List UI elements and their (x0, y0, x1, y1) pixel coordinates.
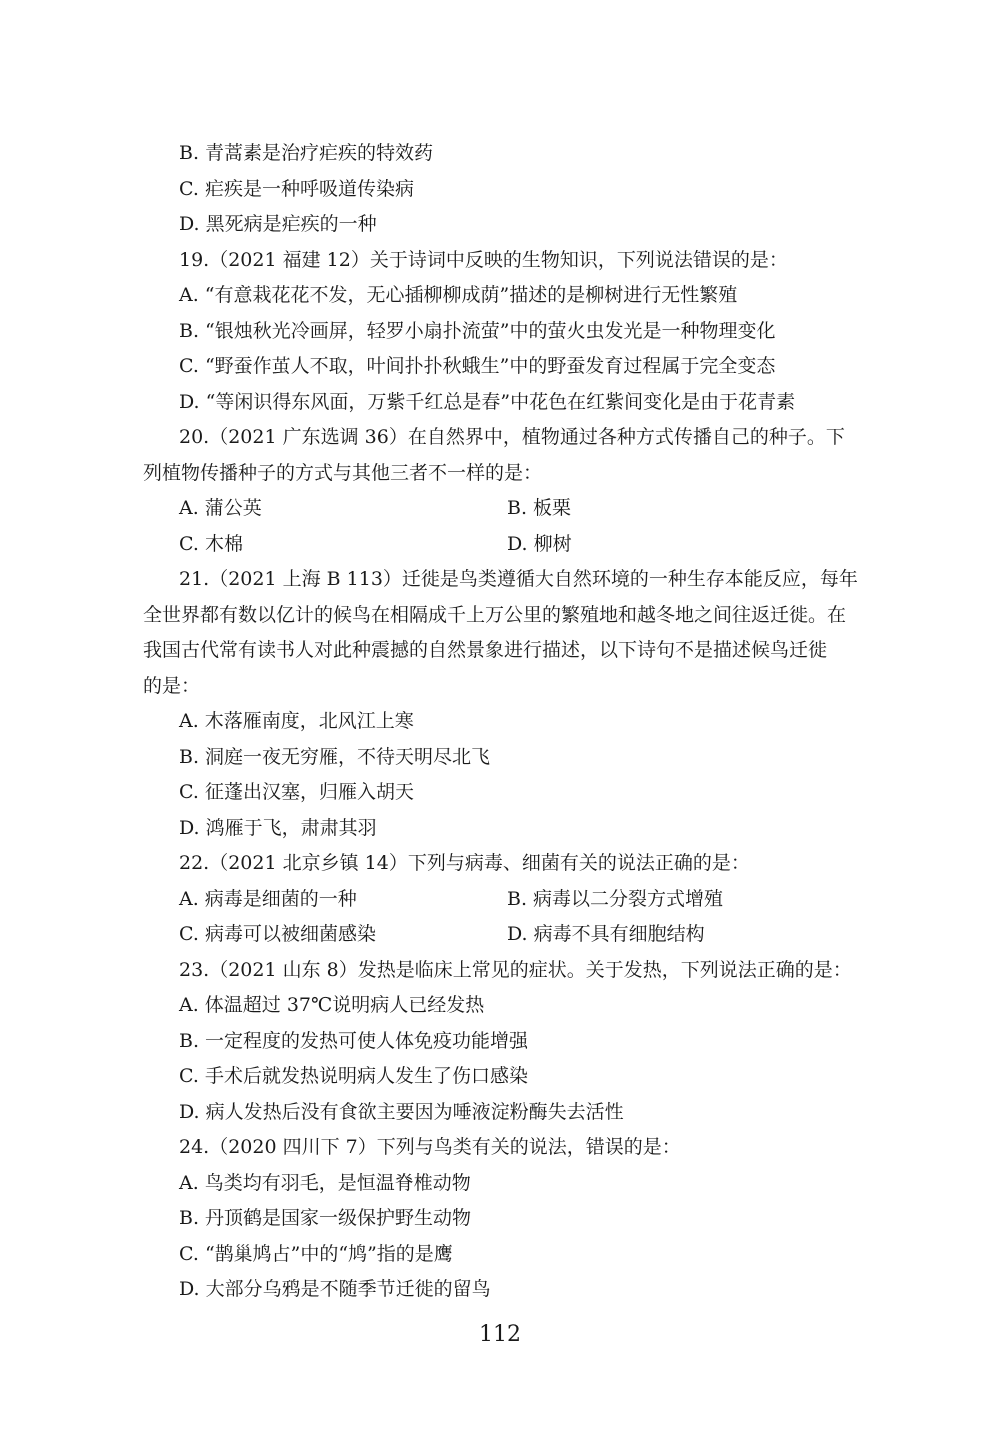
q23-stem: 23.（2021 山东 8）发热是临床上常见的症状。关于发热，下列说法正确的是： (179, 959, 852, 981)
q20-options-row-1 (179, 496, 879, 520)
q21-stem-line-1: 21.（2021 上海 B 113）迁徙是鸟类遵循大自然环境的一种生存本能反应，每年 (179, 568, 858, 590)
q22-option-b: B. 病毒以二分裂方式增殖 (507, 888, 724, 910)
q22-options-row-1 (179, 887, 879, 911)
q19-stem: 19.（2021 福建 12）关于诗词中反映的生物知识，下列说法错误的是： (179, 249, 788, 271)
q18-option-b: B. 青蒿素是治疗疟疾的特效药 (179, 142, 434, 164)
q19-option-d: D. “等闲识得东风面，万紫千红总是春”中花色在红紫间变化是由于花青素 (179, 391, 796, 413)
q21-stem-line-4: 的是： (143, 675, 201, 697)
q22-option-c: C. 病毒可以被细菌感染 (179, 923, 376, 945)
q21-stem-line-2: 全世界都有数以亿计的候鸟在相隔成千上万公里的繁殖地和越冬地之间往返迁徙。在 (143, 604, 847, 626)
q21-option-a: A. 木落雁南度，北风江上寒 (179, 710, 414, 732)
q23-option-d: D. 病人发热后没有食欲主要因为唾液淀粉酶失去活性 (179, 1101, 624, 1123)
q23-option-b: B. 一定程度的发热可使人体免疫功能增强 (179, 1030, 529, 1052)
q22-stem: 22.（2021 北京乡镇 14）下列与病毒、细菌有关的说法正确的是： (179, 852, 750, 874)
q19-option-c: C. “野蚕作茧人不取，叶间扑扑秋蛾生”中的野蚕发育过程属于完全变态 (179, 355, 776, 377)
q24-option-c: C. “鹊巢鸠占”中的“鸠”指的是鹰 (179, 1243, 453, 1265)
q22-options-row-2 (179, 922, 879, 946)
q21-option-d: D. 鸿雁于飞，肃肃其羽 (179, 817, 377, 839)
q19-option-a: A. “有意栽花花不发，无心插柳柳成荫”描述的是柳树进行无性繁殖 (179, 284, 738, 306)
q24-option-b: B. 丹顶鹤是国家一级保护野生动物 (179, 1207, 472, 1229)
q21-option-b: B. 洞庭一夜无穷雁，不待天明尽北飞 (179, 746, 491, 768)
q20-option-d: D. 柳树 (507, 533, 572, 555)
q18-option-c: C. 疟疾是一种呼吸道传染病 (179, 178, 414, 200)
q20-option-c: C. 木棉 (179, 533, 243, 555)
q23-option-c: C. 手术后就发热说明病人发生了伤口感染 (179, 1065, 528, 1087)
page-number: 112 (479, 1322, 521, 1347)
q21-option-c: C. 征蓬出汉塞，归雁入胡天 (179, 781, 414, 803)
q20-stem-line-2: 列植物传播种子的方式与其他三者不一样的是： (143, 462, 543, 484)
q24-stem: 24.（2020 四川下 7）下列与鸟类有关的说法，错误的是： (179, 1136, 681, 1158)
q20-options-row-2 (179, 532, 879, 556)
q20-stem-line-1: 20.（2021 广东选调 36）在自然界中，植物通过各种方式传播自己的种子。下 (179, 426, 845, 448)
q22-option-d: D. 病毒不具有细胞结构 (507, 923, 705, 945)
q20-option-a: A. 蒲公英 (179, 497, 262, 519)
q23-option-a: A. 体温超过 37℃说明病人已经发热 (179, 994, 485, 1016)
q24-option-d: D. 大部分乌鸦是不随季节迁徙的留鸟 (179, 1278, 491, 1300)
q21-stem-line-3: 我国古代常有读书人对此种震撼的自然景象进行描述，以下诗句不是描述候鸟迁徙 (143, 639, 828, 661)
q22-option-a: A. 病毒是细菌的一种 (179, 888, 357, 910)
q19-option-b: B. “银烛秋光冷画屏，轻罗小扇扑流萤”中的萤火虫发光是一种物理变化 (179, 320, 776, 342)
q24-option-a: A. 鸟类均有羽毛，是恒温脊椎动物 (179, 1172, 471, 1194)
q18-option-d: D. 黑死病是疟疾的一种 (179, 213, 377, 235)
q20-option-b: B. 板栗 (507, 497, 572, 519)
